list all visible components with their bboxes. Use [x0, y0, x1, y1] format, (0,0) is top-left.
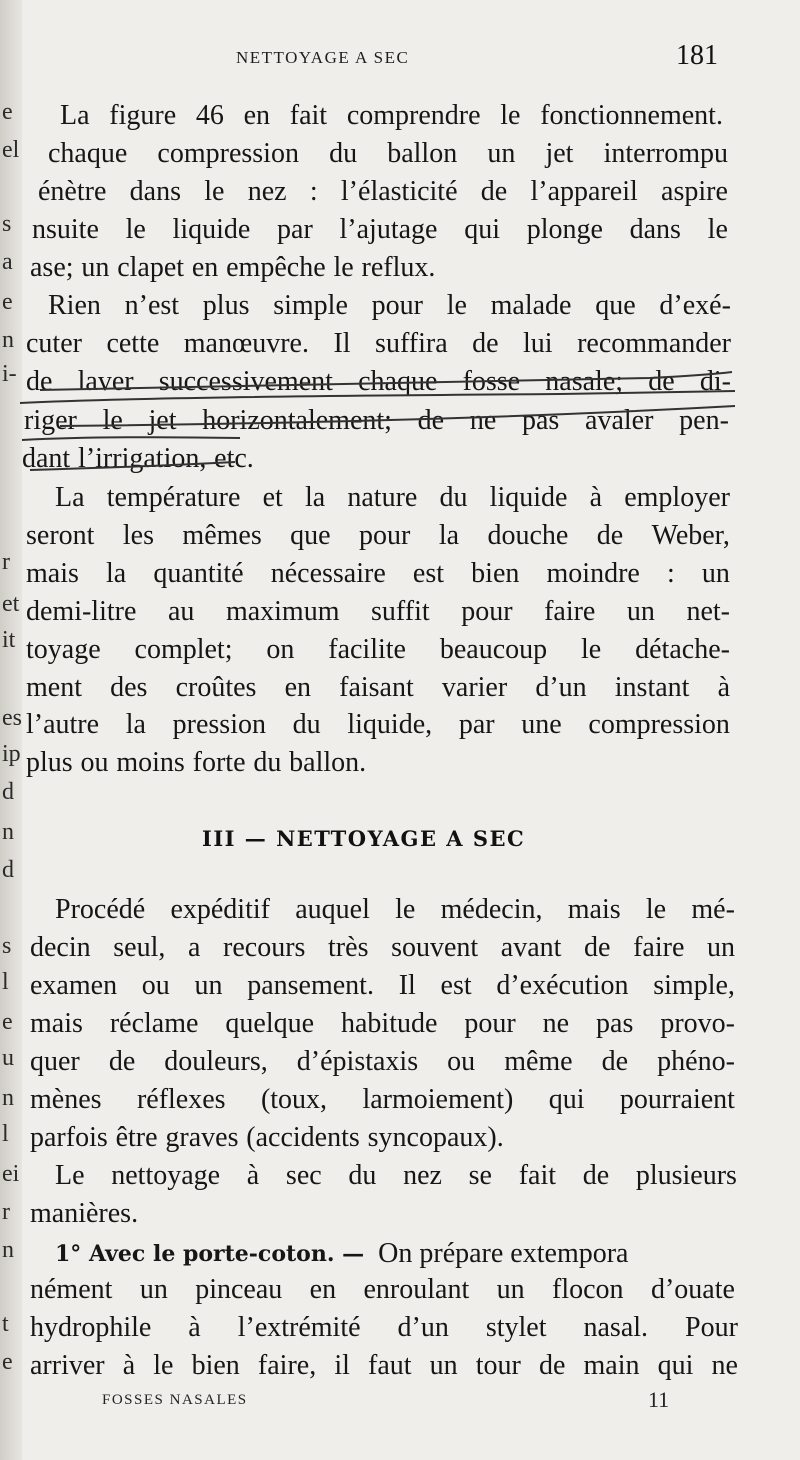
word: fonctionnement. [540, 100, 723, 131]
word: le [204, 176, 225, 207]
text-line [30, 1120, 736, 1156]
word: mais [567, 894, 621, 925]
word: provo- [660, 1008, 735, 1039]
word: quantité [153, 558, 244, 589]
word: recommander [577, 328, 731, 359]
bleed-char: e [2, 1349, 13, 1375]
word: arriver [30, 1350, 105, 1381]
text-line [30, 1348, 738, 1384]
word: de [648, 366, 675, 397]
word: la [106, 558, 127, 589]
word: de [480, 176, 508, 207]
word: un [626, 596, 655, 627]
word: moindre [546, 558, 640, 589]
word: qui [657, 1350, 694, 1381]
word: ballon. [289, 747, 367, 778]
text-line [26, 326, 731, 362]
text-line [48, 136, 728, 172]
word: tour [475, 1350, 521, 1381]
word: par [277, 214, 313, 245]
text-line [26, 745, 732, 781]
bleed-char: ei [2, 1161, 20, 1187]
word: liquide, [347, 709, 433, 740]
word: à [188, 1312, 201, 1343]
word: à [589, 482, 603, 513]
word: à [122, 1350, 136, 1381]
word: un [81, 252, 110, 283]
word: en [243, 100, 271, 131]
word: faire, [257, 1350, 317, 1381]
word: mènes [30, 1084, 102, 1115]
word: pen- [679, 405, 729, 436]
word: l’élasticité [340, 176, 458, 207]
text-line [26, 556, 730, 592]
bleed-char: l [2, 969, 9, 995]
method-label: 1° Avec le porte-coton. — [55, 1241, 365, 1267]
word: se [468, 1160, 492, 1191]
bleed-char: r [2, 549, 10, 575]
word: faut [368, 1350, 412, 1381]
word: d’un [397, 1312, 449, 1343]
word: ballon [387, 138, 458, 169]
word: on [266, 634, 295, 665]
word: des [110, 672, 148, 703]
word: le [395, 894, 416, 925]
word: détache- [635, 634, 730, 665]
word: pas [521, 405, 560, 436]
word: une [521, 709, 562, 740]
word: mêmes [182, 520, 262, 551]
word: la [304, 482, 326, 513]
word: etc. [214, 443, 254, 474]
text-line [26, 518, 730, 554]
bleed-char: n [2, 1237, 14, 1263]
word: de [601, 1046, 629, 1077]
word: mais [30, 1008, 83, 1039]
text-line [26, 670, 730, 706]
word: du [292, 709, 321, 740]
word: fait [289, 100, 328, 131]
word: seront [26, 520, 95, 551]
word: est [440, 970, 472, 1001]
word: un [194, 970, 223, 1001]
word: figure [109, 100, 177, 131]
word: cette [106, 328, 160, 359]
word: plus [26, 747, 73, 778]
word: net- [686, 596, 730, 627]
bleed-char: d [2, 857, 14, 883]
word: clapet [117, 252, 185, 283]
word: di- [699, 366, 731, 397]
word: le [581, 634, 602, 665]
word: nasale; [545, 366, 624, 397]
word: un [487, 138, 516, 169]
word: il [334, 1350, 350, 1381]
word: est [412, 558, 445, 589]
word: toyage [26, 634, 101, 665]
bleed-char: et [2, 591, 20, 617]
word: liquide [489, 482, 568, 513]
word: parfois [30, 1122, 108, 1153]
word: que [290, 520, 331, 551]
text-line [30, 250, 736, 286]
running-head: NETTOYAGE A SEC [236, 48, 410, 67]
word: de [582, 1160, 610, 1191]
word: de [596, 520, 624, 551]
word: fait [518, 1160, 556, 1191]
word: nécessaire [270, 558, 386, 589]
word: hydrophile [30, 1312, 152, 1343]
word: par [458, 709, 495, 740]
word: expéditif [170, 894, 270, 925]
bleed-char: es [2, 705, 22, 731]
word: plusieurs [635, 1160, 737, 1191]
word: laver [77, 366, 134, 397]
bleed-char: l [2, 1121, 9, 1147]
word: suffit [371, 596, 430, 627]
word: complet; [134, 634, 233, 665]
word: l’autre [26, 709, 100, 740]
bleed-char: it [2, 627, 16, 653]
word: dans [129, 176, 181, 207]
word: (toux, [260, 1084, 328, 1115]
word: ne [469, 405, 497, 436]
word: d’exécution [496, 970, 629, 1001]
word: moins [116, 747, 185, 778]
text-line [30, 1044, 735, 1080]
word: le [125, 214, 146, 245]
word: lui [523, 328, 553, 359]
word: maximum [225, 596, 340, 627]
word: seul, [113, 932, 166, 963]
word: nez [403, 1160, 442, 1191]
word: compression [588, 709, 730, 740]
word: avaler [585, 405, 654, 436]
word: nez [247, 176, 287, 207]
text-line [26, 632, 730, 668]
word: fosse [462, 366, 521, 397]
word: dant [22, 443, 71, 474]
word: très [328, 932, 369, 963]
word: au [167, 596, 195, 627]
word: de [584, 932, 611, 963]
word: réclame [109, 1008, 199, 1039]
word: du [329, 138, 358, 169]
word: d’exé- [659, 290, 731, 321]
word: comprendre [346, 100, 481, 131]
bleed-char: r [2, 1199, 10, 1225]
word: Procédé [55, 894, 146, 925]
word: jet [148, 405, 177, 436]
word: de [26, 366, 53, 397]
word: liquide [172, 214, 251, 245]
word: le [645, 894, 667, 925]
word: empêche [226, 252, 326, 283]
word: Rien [48, 290, 101, 321]
word: habitude [340, 1008, 438, 1039]
word: d’un [535, 672, 587, 703]
bleed-char: n [2, 819, 14, 845]
word: beaucoup [439, 634, 548, 665]
text-line [55, 480, 730, 516]
word: les [122, 520, 154, 551]
word: La [60, 100, 90, 131]
word: température [106, 482, 241, 513]
word: enroulant [363, 1274, 470, 1305]
word: pression [172, 709, 266, 740]
word: employer [624, 482, 730, 513]
word: l’irrigation, [78, 443, 207, 474]
text-line [24, 403, 729, 439]
word: simple [273, 290, 348, 321]
word: médecin, [440, 894, 543, 925]
word: de [108, 1046, 136, 1077]
word: facilite [328, 634, 406, 665]
word: a [187, 932, 201, 963]
word: douleurs, [164, 1046, 268, 1077]
bleed-char: a [2, 249, 13, 275]
word: le [153, 1350, 174, 1381]
word: un [496, 1274, 525, 1305]
signature-label: FOSSES NASALES [102, 1392, 248, 1408]
word: examen [30, 970, 118, 1001]
text-line [55, 1158, 737, 1194]
word: simple, [653, 970, 735, 1001]
word: en [284, 672, 311, 703]
text-line [48, 288, 731, 324]
word: ase; [30, 252, 74, 283]
word: stylet [485, 1312, 547, 1343]
bleed-char: s [2, 211, 12, 237]
word: le [446, 290, 467, 321]
word: varier [441, 672, 508, 703]
word: qui [464, 214, 500, 245]
text-line [60, 98, 723, 134]
word: : [666, 558, 675, 589]
word: bien [191, 1350, 240, 1381]
word: à [717, 672, 730, 703]
word: un [707, 932, 735, 963]
word: phéno- [657, 1046, 735, 1077]
word: La [55, 482, 85, 513]
text-line [26, 364, 731, 400]
word: malade [490, 290, 572, 321]
word: Pour [685, 1312, 738, 1343]
word: plus [202, 290, 250, 321]
word: avant [500, 932, 562, 963]
word: Il [398, 970, 416, 1001]
word: en [191, 252, 219, 283]
bleed-char: t [2, 1311, 9, 1337]
word: auquel [295, 894, 370, 925]
word: de [417, 405, 445, 436]
word: la [438, 520, 460, 551]
word: à [246, 1160, 260, 1191]
method-line [55, 1236, 735, 1272]
word: manières. [30, 1198, 139, 1229]
word: recours [223, 932, 306, 963]
word: d’épistaxis [296, 1046, 419, 1077]
bleed-char: ip [2, 741, 21, 767]
word: un [139, 1274, 168, 1305]
word: pas [596, 1008, 634, 1039]
word: : [309, 176, 318, 207]
word: dans [629, 214, 681, 245]
bleed-char: n [2, 1085, 14, 1111]
word: que [595, 290, 636, 321]
bleed-char: i- [2, 361, 17, 387]
word: aspire [661, 176, 728, 207]
word: horizontalement; [202, 405, 392, 436]
section-heading: III — NETTOYAGE A SEC [202, 826, 526, 851]
word: larmoiement) [362, 1084, 514, 1115]
word: qui [548, 1084, 585, 1115]
bleed-char: e [2, 99, 13, 125]
bleed-char: e [2, 1009, 13, 1035]
method-text: On prépare extempora [378, 1238, 629, 1269]
text-line [38, 174, 728, 210]
word: même [504, 1046, 573, 1077]
text-line [26, 594, 730, 630]
word: un [429, 1350, 458, 1381]
word: faire [633, 932, 685, 963]
word: pour [371, 290, 423, 321]
word: nettoyage [111, 1160, 221, 1191]
bleed-char: u [2, 1045, 14, 1071]
word: graves [165, 1122, 239, 1153]
word: ne [542, 1008, 570, 1039]
word: ment [26, 672, 82, 703]
word: interrompu [603, 138, 728, 169]
word: main [583, 1350, 640, 1381]
word: mé- [691, 894, 735, 925]
word: pour [464, 1008, 516, 1039]
bleed-char: d [2, 779, 14, 805]
word: quer [30, 1046, 80, 1077]
word: l’appareil [530, 176, 638, 207]
word: suffira [375, 328, 448, 359]
word: pour [359, 520, 411, 551]
word: de [538, 1350, 566, 1381]
text-line [55, 892, 735, 928]
text-line [30, 1272, 735, 1308]
word: faisant [339, 672, 414, 703]
text-line [26, 707, 730, 743]
word: successivement [158, 366, 333, 397]
word: nsuite [32, 214, 99, 245]
word: en [309, 1274, 337, 1305]
text-line [22, 441, 728, 477]
word: ou [447, 1046, 476, 1077]
word: le [333, 252, 354, 283]
word: réflexes [136, 1084, 226, 1115]
word: riger [24, 405, 77, 436]
word: ou [80, 747, 109, 778]
word: plonge [526, 214, 603, 245]
word: n’est [124, 290, 180, 321]
text-line [32, 212, 728, 248]
word: souvent [391, 932, 479, 963]
text-line [30, 1006, 735, 1042]
word: sec [285, 1160, 322, 1191]
word: faire [544, 596, 596, 627]
word: et [262, 482, 283, 513]
page-number: 181 [676, 40, 718, 71]
word: quelque [225, 1008, 315, 1039]
word: chaque [358, 366, 438, 397]
word: demi-litre [26, 596, 137, 627]
word: chaque [48, 138, 128, 169]
word: l’ajutage [339, 214, 438, 245]
word: forte [192, 747, 246, 778]
text-line [30, 1196, 736, 1232]
word: instant [614, 672, 690, 703]
text-line [30, 1310, 738, 1346]
word: cuter [26, 328, 82, 359]
word: ne [711, 1350, 738, 1381]
word: pinceau [195, 1274, 283, 1305]
word: pourraient [619, 1084, 735, 1115]
word: du [348, 1160, 377, 1191]
word: énètre [38, 176, 107, 207]
word: 46 [195, 100, 224, 131]
signature-mark: 11 [648, 1387, 670, 1412]
word: mais [26, 558, 79, 589]
word: nasal. [583, 1312, 649, 1343]
word: de [472, 328, 499, 359]
word: le [707, 214, 728, 245]
word: être [115, 1122, 158, 1153]
word: decin [30, 932, 91, 963]
bleed-char: s [2, 933, 12, 959]
word: l’extrémité [237, 1312, 361, 1343]
word: Le [55, 1160, 85, 1191]
word: jet [545, 138, 574, 169]
word: Weber, [651, 520, 730, 551]
word: pansement. [247, 970, 374, 1001]
word: manœuvre. [183, 328, 309, 359]
text-line [30, 1082, 735, 1118]
word: croûtes [175, 672, 257, 703]
word: flocon [552, 1274, 624, 1305]
word: d’ouate [650, 1274, 735, 1305]
word: Il [333, 328, 351, 359]
word: pour [461, 596, 513, 627]
bleed-char: e [2, 289, 13, 315]
word: la [125, 709, 146, 740]
word: nature [347, 482, 418, 513]
text-line [30, 930, 735, 966]
word: le [500, 100, 521, 131]
word: du [439, 482, 468, 513]
word: un [701, 558, 730, 589]
bleed-char: el [2, 137, 20, 163]
text-line [30, 968, 735, 1004]
word: compression [157, 138, 299, 169]
word: syncopaux). [367, 1122, 504, 1153]
word: du [253, 747, 282, 778]
word: ou [141, 970, 170, 1001]
word: reflux. [361, 252, 436, 283]
word: douche [487, 520, 569, 551]
word: bien [471, 558, 520, 589]
word: le [102, 405, 123, 436]
bleed-char: n [2, 327, 14, 353]
word: (accidents [246, 1122, 360, 1153]
word: nément [30, 1274, 113, 1305]
